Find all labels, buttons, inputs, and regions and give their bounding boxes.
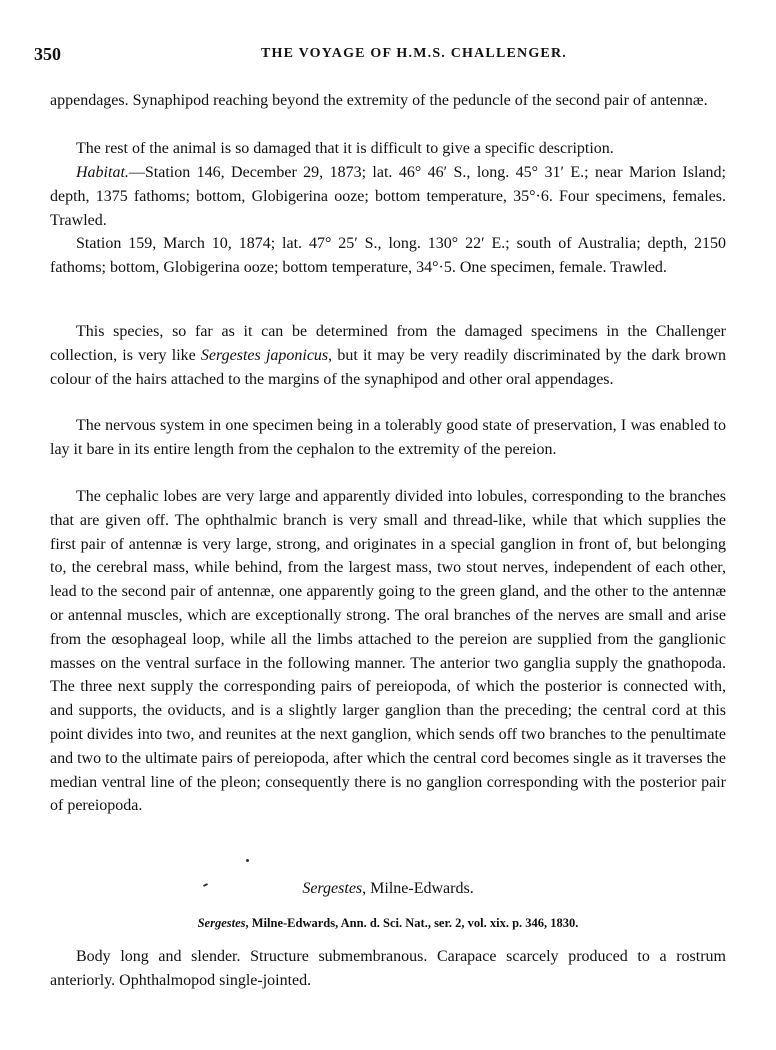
comparison-text-a: This species, so far as it can be determined from the damaged specimens in the Challenger collection, is very like bbox=[50, 323, 726, 364]
genus-reference bbox=[50, 916, 726, 931]
running-title: THE VOYAGE OF H.M.S. CHALLENGER. bbox=[261, 46, 567, 61]
paragraph-nervous-system: The nervous system in one specimen being in a tolerably good state of preservation, I was enabled to lay it bare in its entire length from the cephalon to the extremity of the pereion. bbox=[50, 417, 726, 458]
paragraph-genus-description: Body long and slender. Structure submembranous. Carapace scarcely produced to a rostrum anteriorly. Ophthalmopod single-jointed. bbox=[50, 948, 726, 989]
comparison-text-b: , but it may be very readily discriminated by the dark brown colour of the hairs attached to the margins of the synaphipod and other oral appendages. bbox=[50, 346, 726, 388]
genus-author: , Milne-Edwards. bbox=[362, 880, 474, 897]
page-number: 350 bbox=[34, 44, 61, 64]
paragraph-appendages: appendages. Synaphipod reaching beyond the extremity of the peduncle of the second pair of antennæ. bbox=[50, 92, 708, 109]
genus-heading bbox=[50, 880, 726, 898]
reference-citation: , Milne-Edwards, Ann. d. Sci. Nat., ser. 2, vol. xix. p. 346, 1830. bbox=[245, 916, 579, 930]
print-speck bbox=[246, 859, 249, 862]
species-name-italic: Sergestes japonicus bbox=[200, 346, 329, 364]
reference-genus: Sergestes bbox=[197, 916, 246, 930]
paragraph-species-comparison bbox=[50, 320, 726, 391]
genus-name: Sergestes bbox=[302, 880, 363, 897]
paragraph-station-159: Station 159, March 10, 1874; lat. 47° 25′ S., long. 130° 22′ E.; south of Australia; depth, 2150 fathoms; bottom, Globigerina ooze; bottom temperature, 34°·5. One specimen, female. Trawled. bbox=[50, 235, 726, 276]
habitat-label: Habitat. bbox=[76, 164, 129, 181]
paragraph-habitat bbox=[50, 161, 726, 232]
paragraph-damaged: The rest of the animal is so damaged that it is difficult to give a specific description. bbox=[76, 140, 614, 157]
paragraph-cephalic-lobes: The cephalic lobes are very large and apparently divided into lobules, corresponding to the branches that are given off. The ophthalmic branch is very small and thread-like, while that which supplies the first pair of antennæ is very large, strong, and originates in a special ganglion in front of, but belonging to, the cerebral mass, while behind, from the largest mass, two stout nerves, independent of each other, lead to the second pair of antennæ, one apparently going to the green gland, and the other to the antennæ or antennal muscles, which are exceptionally strong. The oral branches of the nerves are small and arise from the œsophageal loop, while all the limbs attached to the pereion are supplied from the ganglionic masses on the ventral surface in the following manner. The anterior two ganglia supply the gnathopoda. The three next supply the corresponding pairs of pereiopoda, of which the posterior is connected with, and supports, the oviducts, and is a slightly larger ganglion than the preceding; the central cord at this point divides into two, and reunites at the next ganglion, which sends off two branches to the penultimate and two to the ultimate pairs of pereiopoda, after which the central cord becomes single as it traverses the median ventral line of the pleon; consequently there is no ganglion corresponding with the posterior pair of pereiopoda. bbox=[50, 488, 726, 815]
page-header bbox=[34, 44, 734, 68]
habitat-text: —Station 146, December 29, 1873; lat. 46° 46′ S., long. 45° 31′ E.; near Marion Island; depth, 1375 fathoms; bottom, Globigerina ooze; bottom temperature, 35°·6. Four specimens, females. Trawled. bbox=[50, 164, 726, 229]
